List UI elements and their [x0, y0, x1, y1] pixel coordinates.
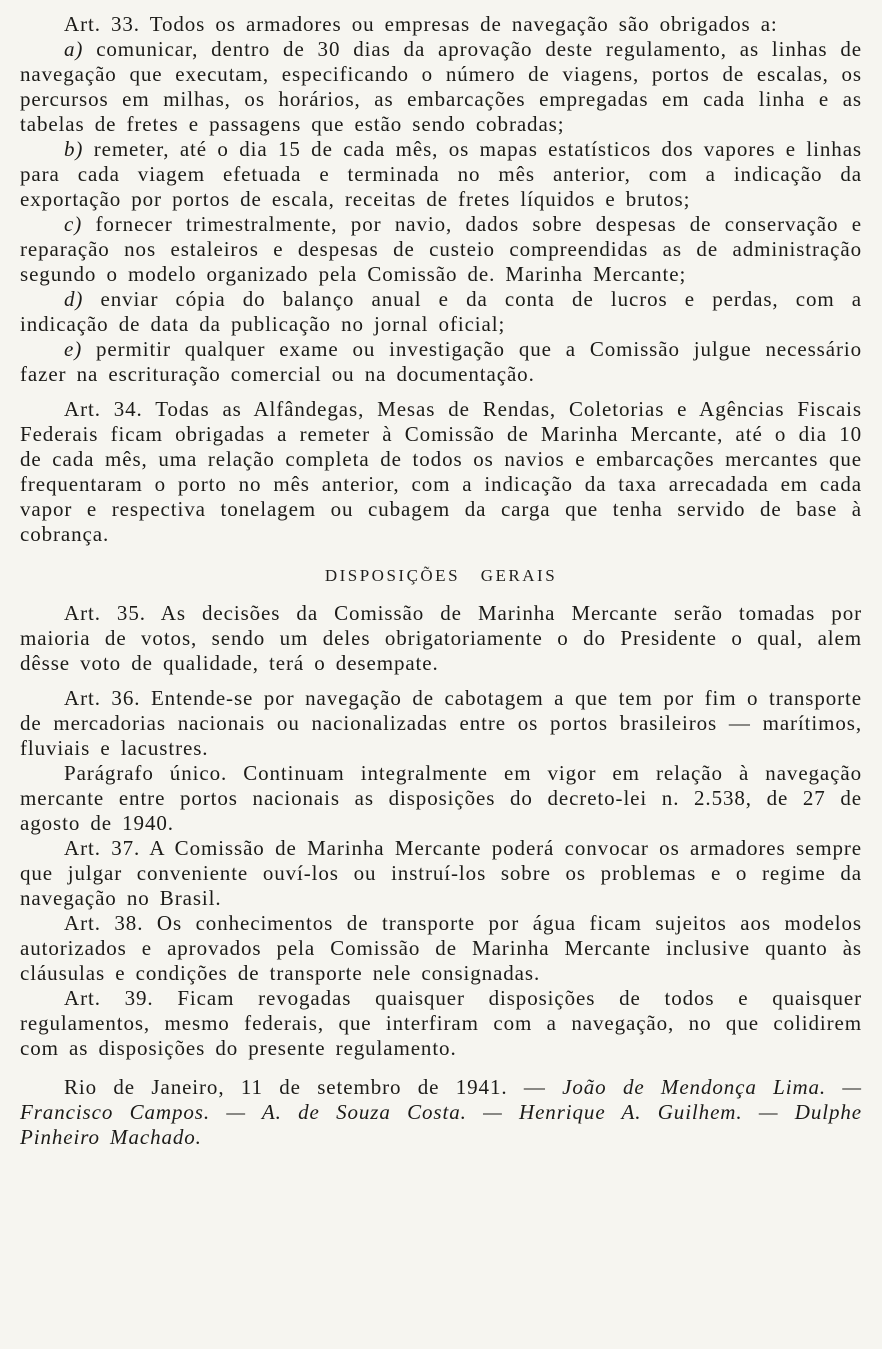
paragraph-art-39: Art. 39. Ficam revogadas quaisquer disposições de todos e quaisquer regulamentos, mesmo federais, que interfiram com a navegação, no que colidirem com as disposições do presente regulamento.: [20, 986, 862, 1060]
item-text-a: comunicar, dentro de 30 dias da aprovação deste regulamento, as linhas de navegação que executam, especificando o número de viagens, portos de escalas, os percursos em milhas, os horários, as embarcações empregadas em cada linha e as tabelas de fretes e passagens que estão sendo cobradas;: [20, 37, 862, 136]
paragraph-art-35: Art. 35. As decisões da Comissão de Marinha Mercante serão tomadas por maioria de votos, sendo um deles obrigatoriamente o do Presidente o qual, alem dêsse voto de qualidade, terá o desempate.: [20, 601, 862, 675]
paragraph-art-36: Art. 36. Entende-se por navegação de cabotagem a que tem por fim o transporte de mercadorias nacionais ou nacionalizadas entre os portos brasileiros — marítimos, fluviais e lacustres.: [20, 686, 862, 760]
paragraph-item-e: [20, 337, 862, 387]
section-heading: DISPOSIÇÕES GERAIS: [324, 566, 558, 585]
paragraph-paragrafo-unico: Parágrafo único. Continuam integralmente em vigor em relação à navegação mercante entre portos nacionais as disposições do decreto-lei n. 2.538, de 27 de agosto de 1940.: [20, 761, 862, 835]
item-marker-e: e): [64, 337, 83, 361]
paragraph-item-c: [20, 212, 862, 287]
item-marker-d: d): [64, 287, 84, 311]
paragraph-art-38: Art. 38. Os conhecimentos de transporte por água ficam sujeitos aos modelos autorizados e aprovados pela Comissão de Marinha Mercante inclusive quanto às cláusulas e condições de transporte nele consignadas.: [20, 911, 862, 985]
paragraph-item-a: [20, 37, 862, 137]
paragraph-item-b: [20, 137, 862, 212]
item-marker-b: b): [64, 137, 84, 161]
item-text-c: fornecer trimestralmente, por navio, dados sobre despesas de conservação e reparação nos estaleiros e despesas de custeio compreendidas as de administração segundo o modelo organizado pela Comissão de. Marinha Mercante;: [20, 212, 863, 286]
item-text-b: remeter, até o dia 15 de cada mês, os mapas estatísticos dos vapores e linhas para cada viagem efetuada e terminada no mês anterior, com a indicação da exportação por portos de escala, receitas de fretes líquidos e brutos;: [20, 137, 862, 211]
paragraph-art-37: Art. 37. A Comissão de Marinha Mercante poderá convocar os armadores sempre que julgar conveniente ouví-los ou instruí-los sobre os problemas e o regime da navegação no Brasil.: [20, 836, 862, 910]
paragraph-item-d: [20, 287, 862, 337]
paragraph-art-33: Art. 33. Todos os armadores ou empresas de navegação são obrigados a:: [64, 12, 778, 36]
paragraph-art-34: Art. 34. Todas as Alfândegas, Mesas de Rendas, Coletorias e Agências Fiscais Federais ficam obrigadas a remeter à Comissão de Marinha Mercante, até o dia 10 de cada mês, uma relação completa de todos os navios e embarcações mercantes que frequentaram o porto no mês anterior, com a indicação da taxa arrecadada em cada vapor e respectiva tonelagem ou cubagem da carga que tenha servido de base à cobrança.: [20, 397, 862, 546]
item-text-d: enviar cópia do balanço anual e da conta de lucros e perdas, com a indicação de data da publicação no jornal oficial;: [20, 287, 863, 336]
item-marker-a: a): [64, 37, 84, 61]
paragraph-closing: [20, 1075, 862, 1150]
item-marker-c: c): [64, 212, 83, 236]
item-text-e: permitir qualquer exame ou investigação que a Comissão julgue necessário fazer na escrituração comercial ou na documentação.: [20, 337, 862, 386]
closing-date: Rio de Janeiro, 11 de setembro de 1941. —: [64, 1075, 546, 1099]
closing-signatures: João de Mendonça Lima. — Francisco Campos. — A. de Souza Costa. — Henrique A. Guilhem. — Dulphe Pinheiro Machado.: [20, 1075, 862, 1149]
